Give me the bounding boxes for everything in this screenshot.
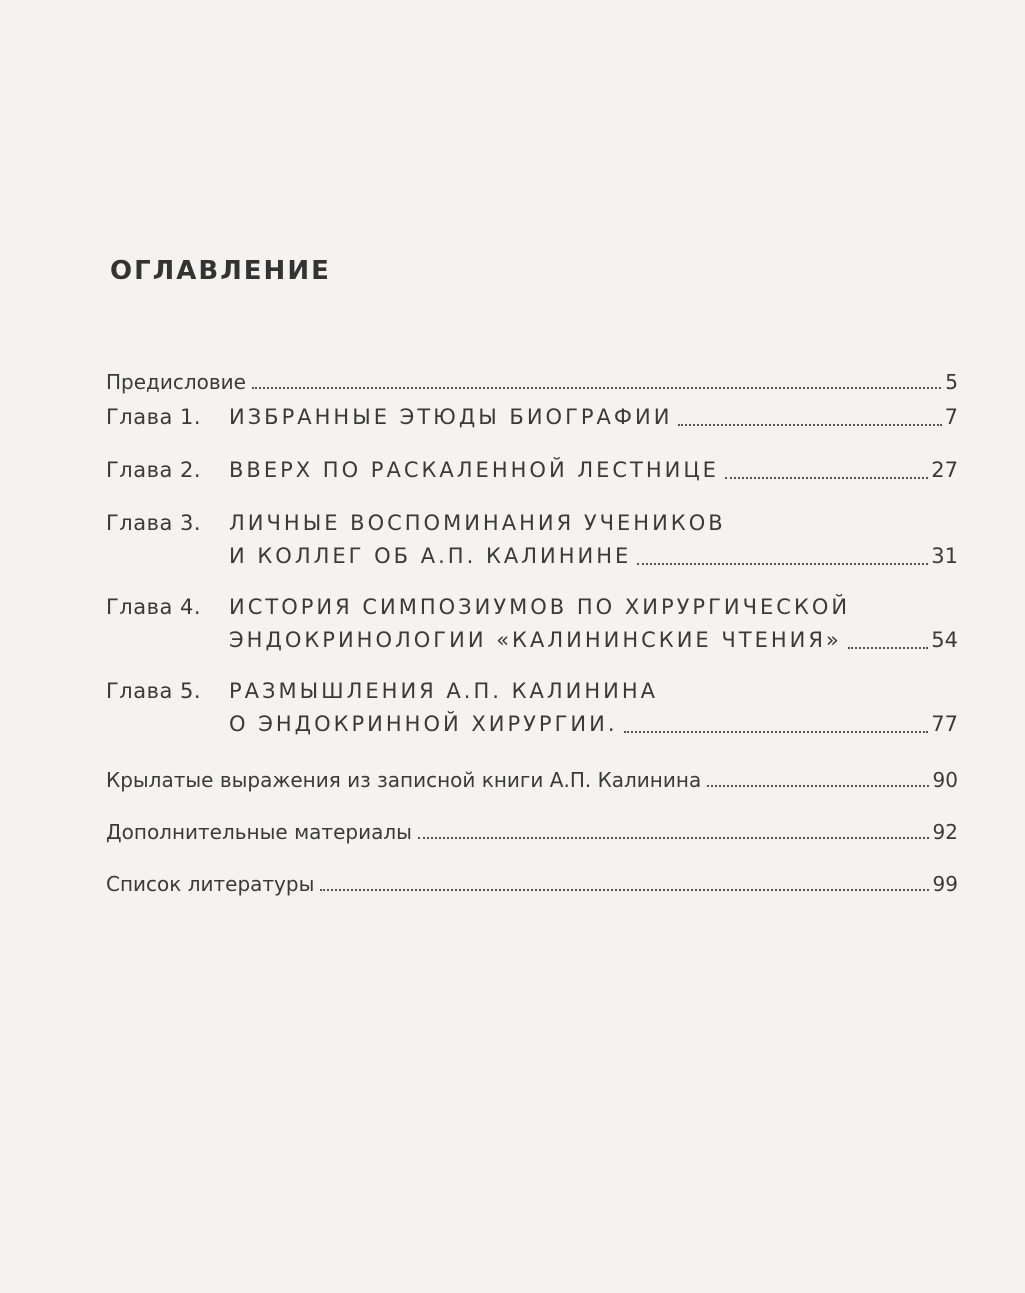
- toc-heading: ОГЛАВЛЕНИЕ: [110, 256, 331, 286]
- toc-entry-chapter-4[interactable]: [106, 591, 958, 657]
- chapter-title-line-2: ЭНДОКРИНОЛОГИИ «КАЛИНИНСКИЕ ЧТЕНИЯ»: [229, 628, 842, 652]
- chapter-number: Глава 5.: [106, 679, 202, 703]
- toc-entry-additional-materials[interactable]: [106, 795, 958, 847]
- toc-page-number: 54: [931, 628, 958, 652]
- dot-leader: [707, 785, 928, 787]
- toc-entry-chapter-5[interactable]: [106, 675, 958, 741]
- toc-page-number: 99: [932, 872, 958, 896]
- toc-page-number: 27: [931, 458, 958, 482]
- toc-entry-label: Предисловие: [106, 370, 246, 394]
- chapter-title-line-2: О ЭНДОКРИННОЙ ХИРУРГИИ.: [229, 712, 618, 736]
- dot-leader: [418, 837, 929, 839]
- toc-entry-chapter-1[interactable]: [106, 401, 958, 434]
- toc-page-number: 7: [944, 405, 958, 429]
- toc-entry-label: Список литературы: [106, 872, 315, 896]
- toc-page-number: 77: [931, 712, 958, 736]
- chapter-title-line-1: ЛИЧНЫЕ ВОСПОМИНАНИЯ УЧЕНИКОВ: [229, 511, 726, 535]
- toc-entry-chapter-2[interactable]: [106, 454, 958, 487]
- chapter-number: Глава 1.: [106, 405, 202, 429]
- chapter-title: ИЗБРАННЫЕ ЭТЮДЫ БИОГРАФИИ: [229, 405, 673, 429]
- toc-page-number: 5: [945, 370, 958, 394]
- toc-page-number: 92: [932, 820, 958, 844]
- toc-entry-sayings[interactable]: [106, 743, 958, 795]
- dot-leader: [624, 731, 929, 733]
- chapter-title: ВВЕРХ ПО РАСКАЛЕННОЙ ЛЕСТНИЦЕ: [229, 458, 719, 482]
- chapter-number: Глава 4.: [106, 595, 202, 619]
- dot-leader: [320, 889, 928, 891]
- toc-entry-label: Дополнительные материалы: [106, 820, 412, 844]
- toc-entry-bibliography[interactable]: [106, 847, 958, 899]
- toc-page-number: 90: [932, 768, 958, 792]
- toc-page-number: 31: [931, 544, 958, 568]
- chapter-number: Глава 2.: [106, 458, 202, 482]
- dot-leader: [848, 647, 928, 649]
- toc-entry-preface[interactable]: [106, 345, 958, 397]
- chapter-title-line-1: РАЗМЫШЛЕНИЯ А.П. КАЛИНИНА: [229, 679, 659, 703]
- toc-entry-chapter-3[interactable]: [106, 507, 958, 573]
- dot-leader: [725, 477, 928, 479]
- chapter-title-line-1: ИСТОРИЯ СИМПОЗИУМОВ ПО ХИРУРГИЧЕСКОЙ: [229, 595, 851, 619]
- table-of-contents: [106, 345, 958, 899]
- chapter-title-line-2: И КОЛЛЕГ ОБ А.П. КАЛИНИНЕ: [229, 544, 632, 568]
- toc-entry-label: Крылатые выражения из записной книги А.П. Калинина: [106, 768, 702, 792]
- dot-leader: [637, 563, 928, 565]
- chapter-number: Глава 3.: [106, 511, 202, 535]
- dot-leader: [678, 424, 941, 426]
- dot-leader: [252, 387, 941, 389]
